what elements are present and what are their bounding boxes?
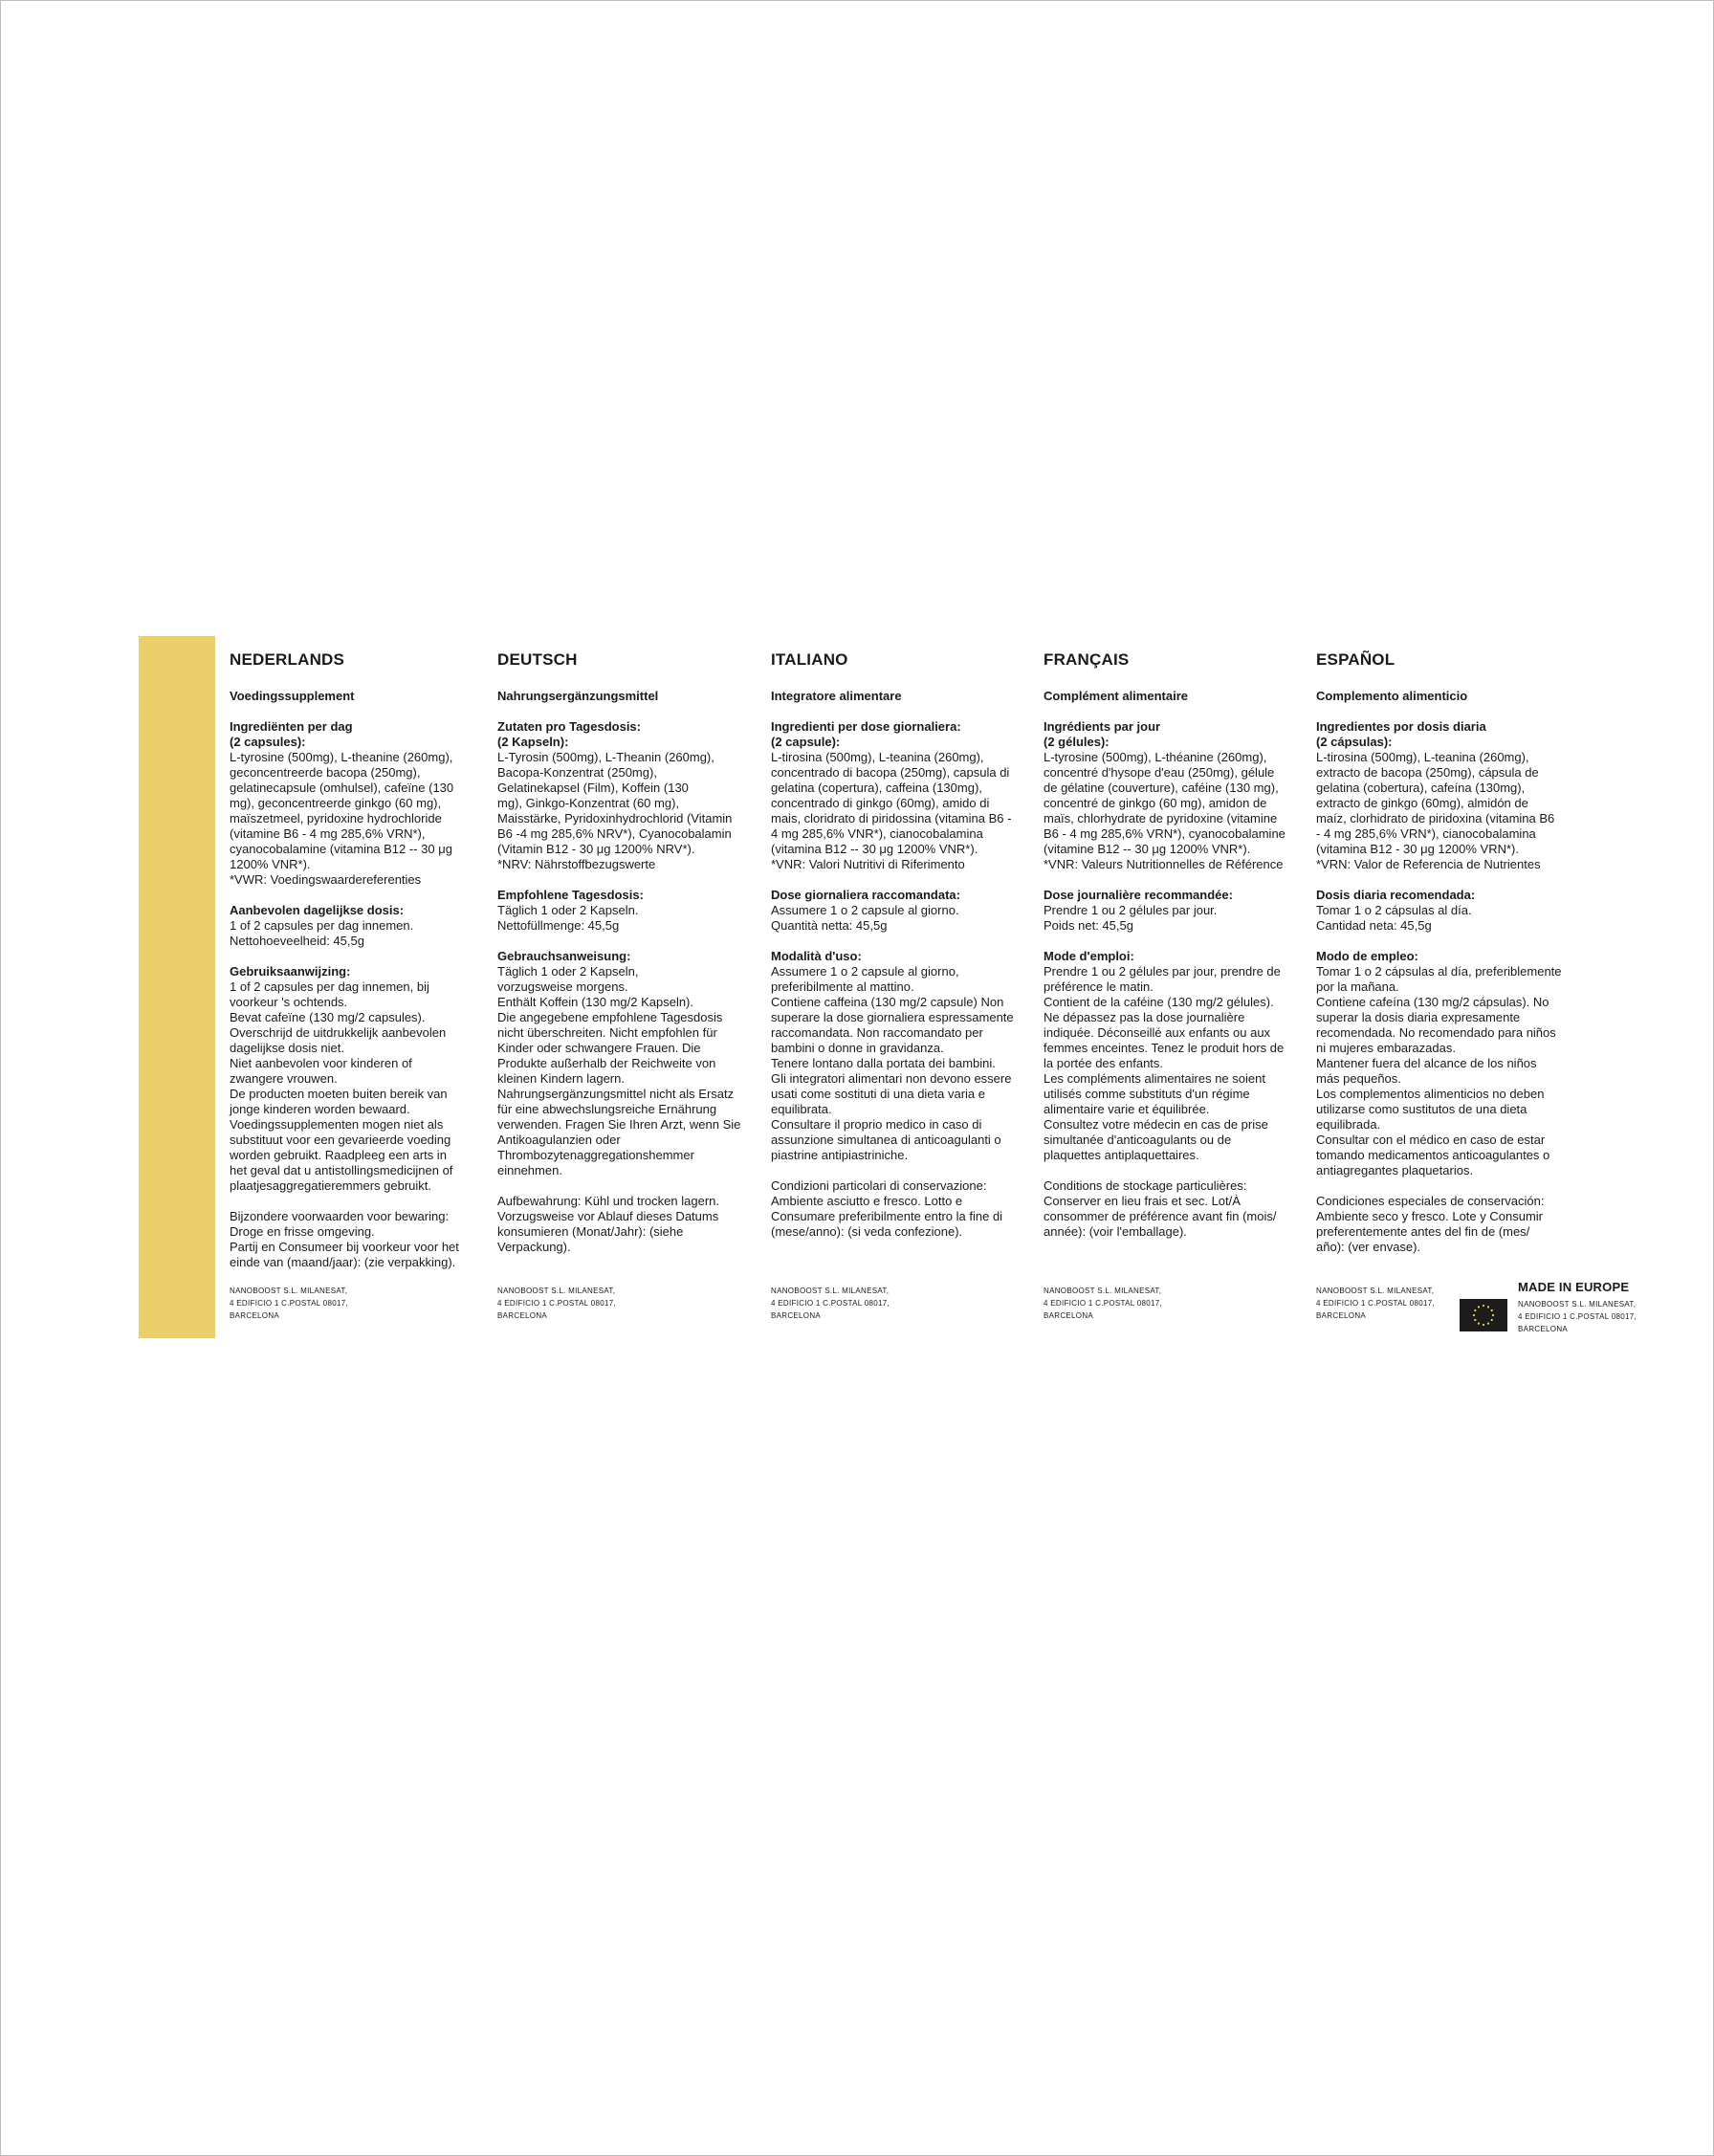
product-type: Complemento alimenticio — [1316, 689, 1468, 703]
info-section — [1316, 1194, 1582, 1255]
language-column — [1316, 650, 1582, 1270]
info-section — [1044, 1178, 1309, 1240]
company-address: NANOBOOST S.L. MILANESAT, 4 EDIFICIO 1 C.POSTAL 08017, BARCELONA — [1044, 1287, 1163, 1320]
section-title: Ingredienti per dose giornaliera: (2 capsule): — [771, 719, 961, 749]
eu-star-icon — [1492, 1314, 1494, 1316]
section-body: Assumere 1 o 2 capsule al giorno. Quantità netta: 45,5g — [771, 903, 959, 933]
info-section — [1044, 949, 1309, 1163]
section-body: Conditions de stockage particulières: Conserver en lieu frais et sec. Lot/À consommer de préférence avant fin (mois/ année): (voir l'emballage). — [1044, 1178, 1277, 1239]
eu-star-icon — [1483, 1324, 1484, 1326]
eu-star-icon — [1478, 1306, 1480, 1308]
info-section — [230, 964, 495, 1194]
section-body: L-tyrosine (500mg), L-théanine (260mg), concentré d'hysope d'eau (250mg), gélule de gélatine (couverture), caféine (130 mg), concentré de ginkgo (60 mg), amidon de maïs, chlorhydrate de pyridoxine (vitamine B6 - 4 mg 285,6% VRN*), cyanocobalamine (vitamine B12 -- 30 μg 1200% VNR*). *VNR: Valeurs Nutritionnelles de Référence — [1044, 750, 1286, 871]
eu-star-icon — [1478, 1323, 1480, 1325]
section-body: Condizioni particolari di conservazione: Ambiente asciutto e fresco. Lotto e Consumare preferibilmente entro la fine di (mese/anno): (si veda confezione). — [771, 1178, 1003, 1239]
language-title: NEDERLANDS — [230, 650, 345, 669]
section-title: Gebruiksaanwijzing: — [230, 964, 351, 979]
section-body: L-tirosina (500mg), L-teanina (260mg), concentrado di bacopa (250mg), capsula di gelatina (copertura), caffeina (130mg), concentrado di ginkgo (60mg), amido di mais, cloridrato di piridossina (vitamina B6 - 4 mg 285,6% VNR*), cianocobalamina (vitamina B12 -- 30 μg 1200% VNR*). *VNR: Valori Nutritivi di Riferimento — [771, 750, 1012, 871]
info-section — [771, 888, 1037, 934]
section-body: 1 of 2 capsules per dag innemen. Nettohoeveelheid: 45,5g — [230, 918, 414, 948]
section-body: Täglich 1 oder 2 Kapseln, vorzugsweise morgens. Enthält Koffein (130 mg/2 Kapseln). Die angegebene empfohlene Tagesdosis nicht überschreiten. Nicht empfohlen für Kinder oder schwangere Frauen. Die Produkte außerhalb der Reichweite von kleinen Kindern lagern. Nahrungsergänzungsmittel nicht als Ersatz für eine abwechslungsreiche Ernährung verwenden. Fragen Sie Ihren Arzt, wenn Sie Antikoagulanzien oder Thrombozytenaggregationshemmer einnehmen. — [497, 964, 741, 1177]
info-section — [497, 949, 763, 1178]
language-title: ITALIANO — [771, 650, 848, 669]
section-body: Condiciones especiales de conservación: Ambiente seco y fresco. Lote y Consumir preferentemente antes del fin de (mes/ año): (ver envase). — [1316, 1194, 1545, 1254]
section-title: Gebrauchsanweisung: — [497, 949, 631, 963]
section-body: L-tyrosine (500mg), L-theanine (260mg), geconcentreerde bacopa (250mg), gelatinecapsule (omhulsel), cafeïne (130 mg), geconcentreerde ginkgo (60 mg), maïszetmeel, pyridoxine hydrochloride (vitamine B6 - 4 mg 285,6% VRN*), cyanocobalamine (vitamina B12 -- 30 μg 1200% VNR*). *VWR: Voedingswaardereferenties — [230, 750, 454, 887]
info-section — [230, 1209, 495, 1270]
section-body: Bijzondere voorwaarden voor bewaring: Droge en frisse omgeving. Partij en Consumeer bij voorkeur voor het einde van (maand/jaar): (zie verpakking). — [230, 1209, 459, 1269]
company-address: NANOBOOST S.L. MILANESAT, 4 EDIFICIO 1 C.POSTAL 08017, BARCELONA — [1316, 1287, 1436, 1320]
eu-star-icon — [1473, 1314, 1475, 1316]
eu-star-icon — [1487, 1306, 1489, 1308]
info-section — [1316, 949, 1582, 1178]
language-title: DEUTSCH — [497, 650, 578, 669]
section-body: Aufbewahrung: Kühl und trocken lagern. Vorzugsweise vor Ablauf dieses Datums konsumieren (Monat/Jahr): (siehe Verpackung). — [497, 1194, 719, 1254]
section-body: Täglich 1 oder 2 Kapseln. Nettofüllmenge: 45,5g — [497, 903, 639, 933]
section-body: 1 of 2 capsules per dag innemen, bij voorkeur 's ochtends. Bevat cafeïne (130 mg/2 capsules). Overschrijd de uitdrukkelijk aanbevolen dagelijkse dosis niet. Niet aanbevolen voor kinderen of zwangere vrouwen. De producten moeten buiten bereik van jonge kinderen worden bewaard. Voedingssupplementen mogen niet als substituut voor een gevarieerde voeding worden gebruikt. Raadpleeg een arts in het geval dat u antistollingsmedicijnen of plaatjesaggregatieremmers gebruikt. — [230, 979, 453, 1193]
section-title: Zutaten pro Tagesdosis: (2 Kapseln): — [497, 719, 641, 749]
info-section — [771, 1178, 1037, 1240]
language-column — [771, 650, 1037, 1255]
section-body: L-Tyrosin (500mg), L-Theanin (260mg), Bacopa-Konzentrat (250mg), Gelatinekapsel (Film), Koffein (130 mg), Ginkgo-Konzentrat (60 mg), Maisstärke, Pyridoxinhydrochlorid (Vitamin B6 -4 mg 285,6% NRV*), Cyanocobalamin (Vitamin B12 - 30 μg 1200% NRV*). *NRV: Nährstoffbezugswerte — [497, 750, 733, 871]
eu-star-icon — [1474, 1309, 1476, 1311]
info-section — [497, 1194, 763, 1255]
language-column — [1044, 650, 1309, 1255]
section-title: Mode d'emploi: — [1044, 949, 1134, 963]
info-section — [1044, 719, 1309, 872]
section-title: Empfohlene Tagesdosis: — [497, 888, 644, 902]
section-title: Dose journalière recommandée: — [1044, 888, 1233, 902]
product-type: Complément alimentaire — [1044, 689, 1188, 703]
language-column — [230, 650, 495, 1286]
info-section — [230, 719, 495, 888]
language-title: ESPAÑOL — [1316, 650, 1395, 669]
section-title: Ingredientes por dosis diaria (2 cápsulas): — [1316, 719, 1486, 749]
eu-star-icon — [1487, 1323, 1489, 1325]
info-section — [497, 719, 763, 872]
product-type: Voedingssupplement — [230, 689, 355, 703]
info-section — [497, 888, 763, 934]
section-body: Tomar 1 o 2 cápsulas al día, preferiblemente por la mañana. Contiene cafeína (130 mg/2 cápsulas). No superar la dosis diaria expresamente recomendada. No recomendado para niños ni mujeres embarazadas. Mantener fuera del alcance de los niños más pequeños. Los complementos alimenticios no deben utilizarse como sustitutos de una dieta equilibrada. Consultar con el médico en caso de estar tomando medicamentos anticoagulantes o antiagregantes plaquetarios. — [1316, 964, 1562, 1177]
info-section — [771, 719, 1037, 872]
language-title: FRANÇAIS — [1044, 650, 1130, 669]
company-address: NANOBOOST S.L. MILANESAT, 4 EDIFICIO 1 C.POSTAL 08017, BARCELONA — [771, 1287, 890, 1320]
info-section — [230, 903, 495, 949]
language-column — [497, 650, 763, 1270]
eu-star-icon — [1474, 1319, 1476, 1321]
made-in-label: MADE IN EUROPE — [1518, 1280, 1630, 1294]
section-title: Modalità d'uso: — [771, 949, 862, 963]
company-address: NANOBOOST S.L. MILANESAT, 4 EDIFICIO 1 C.POSTAL 08017, BARCELONA — [497, 1287, 617, 1320]
company-address: NANOBOOST S.L. MILANESAT, 4 EDIFICIO 1 C.POSTAL 08017, BARCELONA — [230, 1287, 349, 1320]
info-section — [1316, 888, 1582, 934]
made-in-address: NANOBOOST S.L. MILANESAT, 4 EDIFICIO 1 C.POSTAL 08017, BARCELONA — [1518, 1300, 1637, 1333]
section-body: L-tirosina (500mg), L-teanina (260mg), extracto de bacopa (250mg), cápsula de gelatina (cobertura), cafeína (130mg), extracto de ginkgo (60mg), almidón de maíz, clorhidrato de piridoxina (vitamina B6 - 4 mg 285,6% VRN*), cianocobalamina (vitamina B12 - 30 μg 1200% VRN*). *VRN: Valor de Referencia de Nutrientes — [1316, 750, 1555, 871]
section-body: Tomar 1 o 2 cápsulas al día. Cantidad neta: 45,5g — [1316, 903, 1472, 933]
info-section — [1044, 888, 1309, 934]
section-body: Prendre 1 ou 2 gélules par jour. Poids net: 45,5g — [1044, 903, 1218, 933]
section-title: Dose giornaliera raccomandata: — [771, 888, 960, 902]
section-title: Aanbevolen dagelijkse dosis: — [230, 903, 405, 917]
section-title: Ingrédients par jour (2 gélules): — [1044, 719, 1161, 749]
section-title: Ingrediënten per dag (2 capsules): — [230, 719, 353, 749]
yellow-accent-band — [139, 636, 215, 1338]
section-title: Modo de empleo: — [1316, 949, 1418, 963]
product-type: Nahrungsergänzungsmittel — [497, 689, 659, 703]
eu-star-icon — [1483, 1305, 1484, 1307]
eu-flag-icon — [1460, 1299, 1507, 1331]
product-type: Integratore alimentare — [771, 689, 902, 703]
eu-star-icon — [1491, 1309, 1493, 1311]
info-section — [771, 949, 1037, 1163]
eu-star-icon — [1491, 1319, 1493, 1321]
section-body: Assumere 1 o 2 capsule al giorno, preferibilmente al mattino. Contiene caffeina (130 mg/2 capsule) Non superare la dose giornaliera espressamente raccomandata. Non raccomandato per bambini o donne in gravidanza. Tenere lontano dalla portata dei bambini. Gli integratori alimentari non devono essere usati come sostituti di una dieta varia e equilibrata. Consultare il proprio medico in caso di assunzione simultanea di anticoagulanti o piastrine antipiastriniche. — [771, 964, 1014, 1162]
section-body: Prendre 1 ou 2 gélules par jour, prendre de préférence le matin. Contient de la caféine (130 mg/2 gélules). Ne dépassez pas la dose journalière indiquée. Déconseillé aux enfants ou aux femmes enceintes. Tenez le produit hors de la portée des enfants. Les compléments alimentaires ne soient utilisés comme substituts d'un régime alimentaire varie et équilibrée. Consultez votre médecin en cas de prise simultanée d'anticoagulants ou de plaquettes antiplaquettaires. — [1044, 964, 1285, 1162]
section-title: Dosis diaria recomendada: — [1316, 888, 1476, 902]
info-section — [1316, 719, 1582, 872]
